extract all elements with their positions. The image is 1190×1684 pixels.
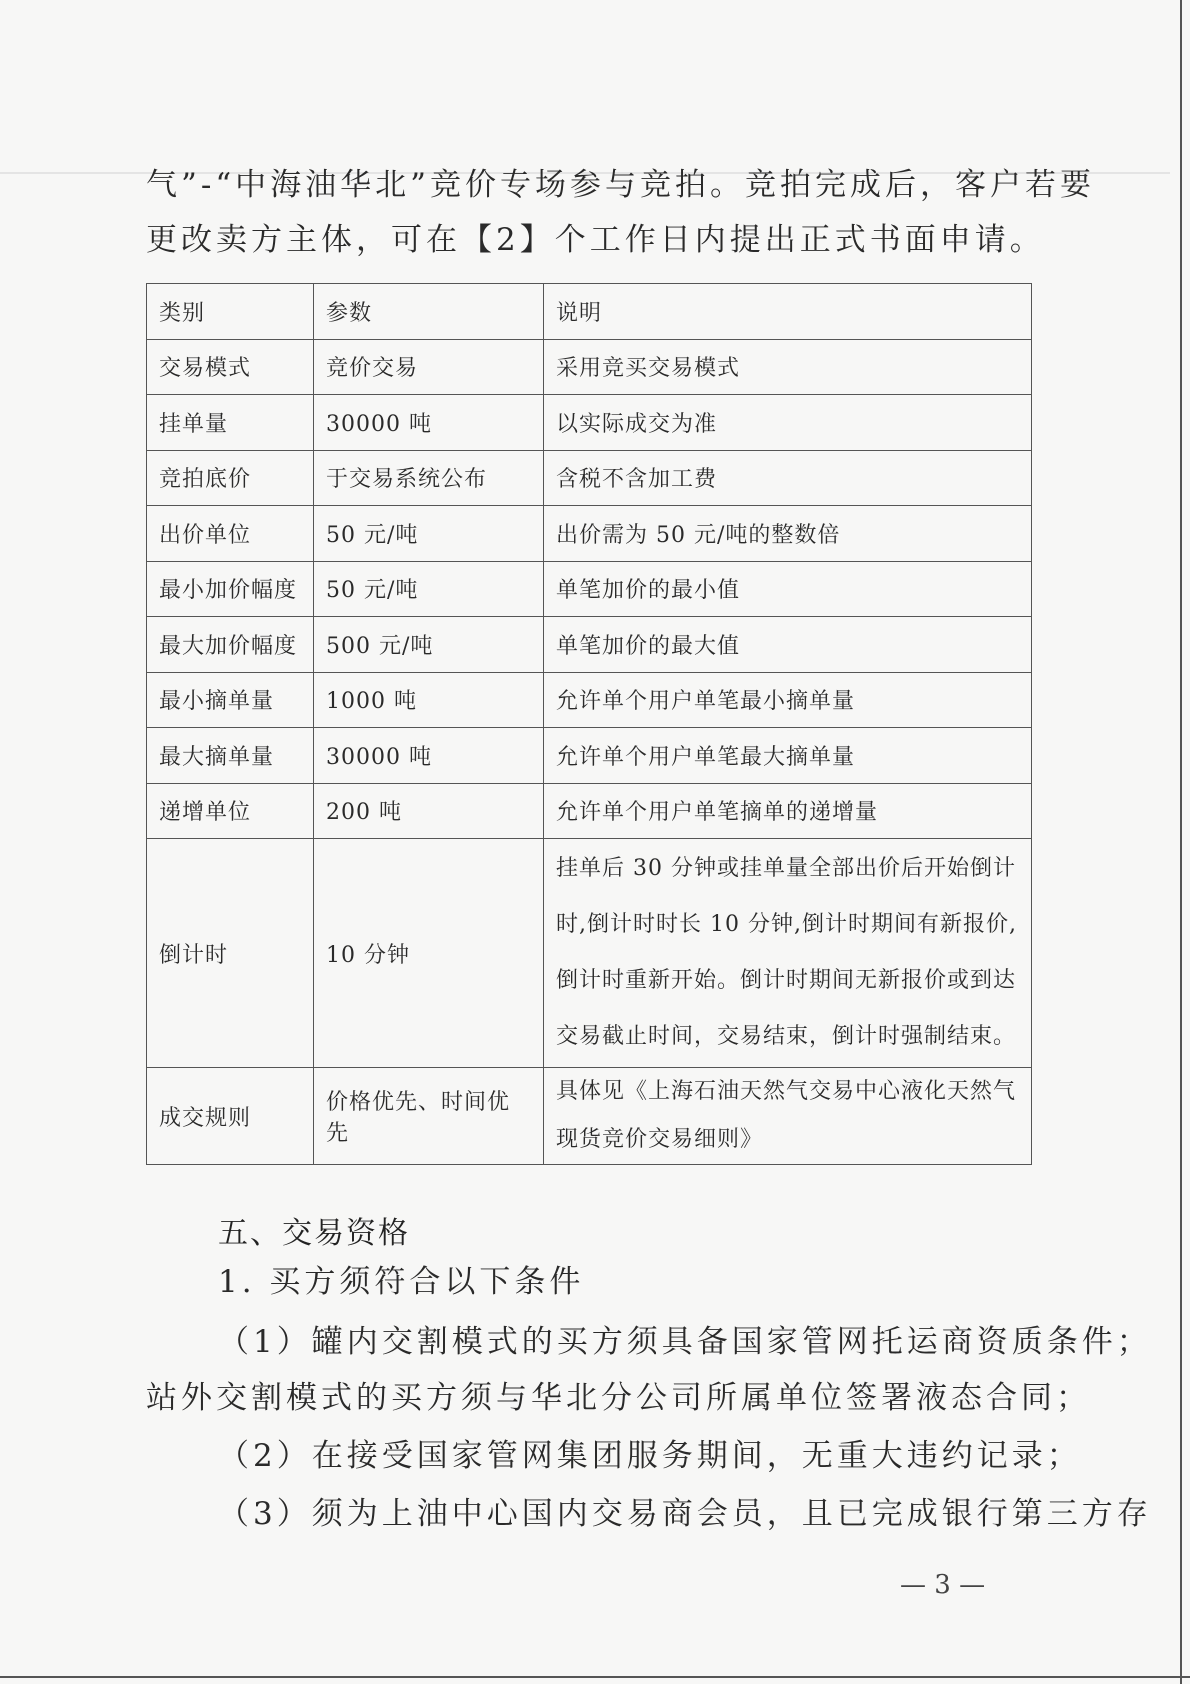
row-description: 出价需为 50 元/吨的整数倍 — [544, 506, 1032, 562]
header-category: 类别 — [147, 284, 314, 340]
row-parameter: 30000 吨 — [314, 395, 544, 451]
item-1: 1. 买方须符合以下条件 — [218, 1264, 585, 1300]
row-category: 成交规则 — [147, 1068, 314, 1165]
condition-1-line-2: 站外交割模式的买方须与华北分公司所属单位签署液态合同； — [146, 1380, 1091, 1416]
row-description: 以实际成交为准 — [544, 395, 1032, 451]
row-description-multiline — [544, 1068, 1032, 1165]
table-row — [147, 783, 1032, 839]
row-parameter: 10 分钟 — [314, 839, 544, 1068]
row-category: 交易模式 — [147, 339, 314, 395]
condition-2: （2）在接受国家管网集团服务期间，无重大违约记录； — [218, 1438, 1082, 1474]
row-description-multiline — [544, 839, 1032, 1068]
row-category: 挂单量 — [147, 395, 314, 451]
table-row — [147, 506, 1032, 562]
row-category: 竞拍底价 — [147, 450, 314, 506]
row-parameter: 200 吨 — [314, 783, 544, 839]
row-description: 含税不含加工费 — [544, 450, 1032, 506]
row-category: 最大加价幅度 — [147, 617, 314, 673]
row-category: 最大摘单量 — [147, 728, 314, 784]
description-line: 倒计时重新开始。倒计时期间无新报价或到达 — [556, 968, 1017, 993]
description-line: 具体见《上海石油天然气交易中心液化天然气 — [556, 1079, 1017, 1104]
table-row — [147, 339, 1032, 395]
row-description: 单笔加价的最大值 — [544, 617, 1032, 673]
row-category: 出价单位 — [147, 506, 314, 562]
row-description: 允许单个用户单笔最小摘单量 — [544, 672, 1032, 728]
row-parameter: 1000 吨 — [314, 672, 544, 728]
row-category: 递增单位 — [147, 783, 314, 839]
description-line: 挂单后 30 分钟或挂单量全部出价后开始倒计 — [556, 856, 1016, 881]
row-parameter: 竞价交易 — [314, 339, 544, 395]
row-category: 倒计时 — [147, 839, 314, 1068]
table-row-deal-rule — [147, 1068, 1032, 1165]
header-parameter: 参数 — [314, 284, 544, 340]
table-row — [147, 672, 1032, 728]
paragraph-line-1: 气”-“中海油华北”竞价专场参与竞拍。竞拍完成后，客户若要 — [146, 167, 1096, 203]
row-category: 最小加价幅度 — [147, 561, 314, 617]
row-parameter: 50 元/吨 — [314, 506, 544, 562]
description-line: 时,倒计时时长 10 分钟,倒计时期间有新报价, — [556, 912, 1017, 937]
row-description: 允许单个用户单笔最大摘单量 — [544, 728, 1032, 784]
table-row — [147, 450, 1032, 506]
condition-3: （3）须为上油中心国内交易商会员，且已完成银行第三方存 — [218, 1496, 1152, 1532]
table-row — [147, 561, 1032, 617]
table-row — [147, 395, 1032, 451]
description-line: 现货竞价交易细则》 — [556, 1127, 764, 1152]
description-line: 交易截止时间，交易结束，倒计时强制结束。 — [556, 1024, 1017, 1049]
page-right-edge — [1180, 0, 1182, 1684]
row-parameter: 50 元/吨 — [314, 561, 544, 617]
paragraph-line-2: 更改卖方主体，可在【2】个工作日内提出正式书面申请。 — [146, 222, 1045, 258]
page-number: — 3 — — [900, 1570, 986, 1600]
table-row — [147, 617, 1032, 673]
row-parameter: 500 元/吨 — [314, 617, 544, 673]
condition-1-line-1: （1）罐内交割模式的买方须具备国家管网托运商资质条件； — [218, 1324, 1152, 1360]
table-row — [147, 728, 1032, 784]
trading-parameters-table — [146, 283, 1032, 1165]
row-description: 单笔加价的最小值 — [544, 561, 1032, 617]
row-parameter: 于交易系统公布 — [314, 450, 544, 506]
header-description: 说明 — [544, 284, 1032, 340]
row-parameter: 30000 吨 — [314, 728, 544, 784]
section-heading: 五、交易资格 — [218, 1216, 410, 1251]
page-bottom-edge — [0, 1676, 1190, 1678]
table-row-countdown — [147, 839, 1032, 1068]
row-description: 允许单个用户单笔摘单的递增量 — [544, 783, 1032, 839]
row-description: 采用竞买交易模式 — [544, 339, 1032, 395]
table-header-row — [147, 284, 1032, 340]
row-category: 最小摘单量 — [147, 672, 314, 728]
row-parameter: 价格优先、时间优先 — [314, 1068, 544, 1165]
